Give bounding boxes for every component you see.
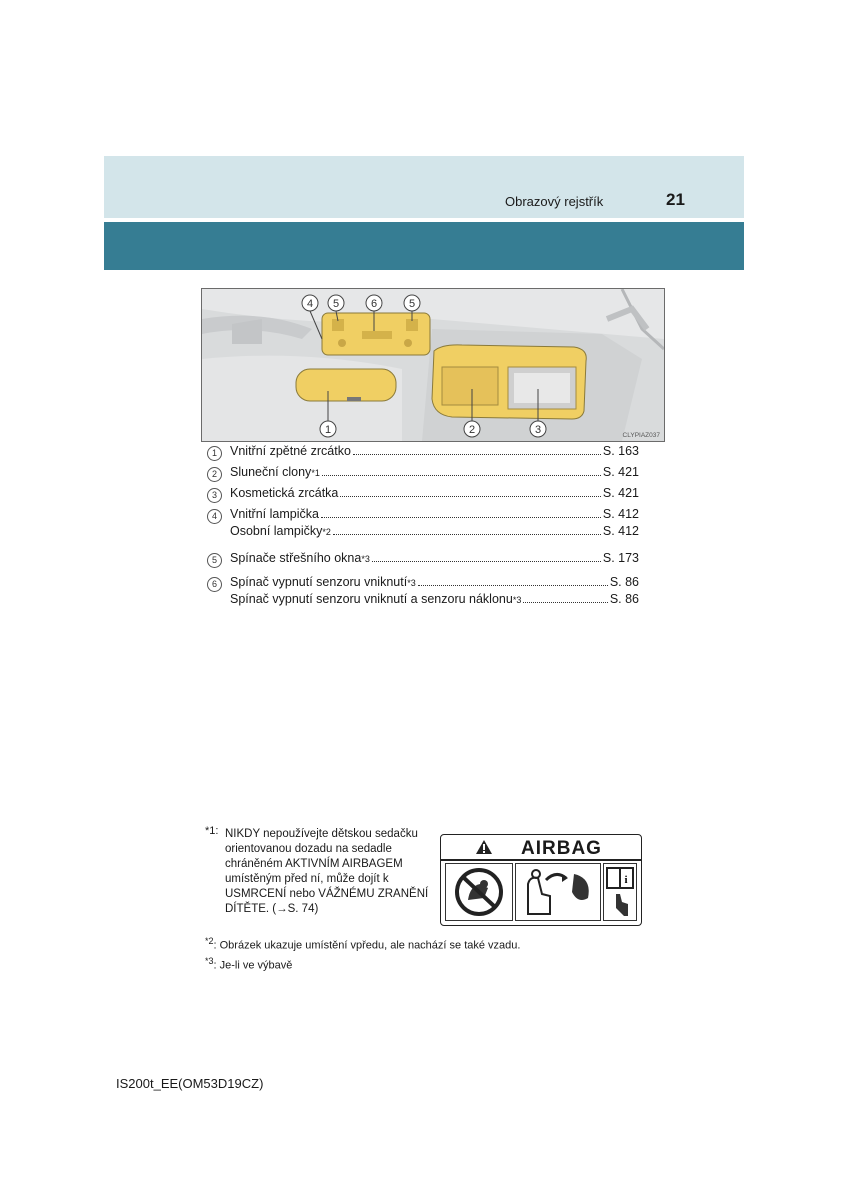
callout-5a: 5 bbox=[332, 298, 340, 310]
interior-illustration bbox=[201, 288, 665, 442]
teal-bar bbox=[104, 222, 744, 270]
warning-triangle-icon bbox=[475, 839, 493, 855]
legend-number: 4 bbox=[207, 509, 222, 524]
footnote-ref: *1 bbox=[311, 468, 320, 478]
legend-label: Vnitřní lampička bbox=[230, 507, 319, 521]
legend-item bbox=[207, 575, 639, 619]
legend-page-link[interactable]: S. 163 bbox=[602, 444, 639, 458]
legend-label: Vnitřní zpětné zrcátko bbox=[230, 444, 351, 458]
legend-label: Spínač vypnutí senzoru vniknutí bbox=[230, 575, 408, 589]
dot-leader bbox=[340, 496, 600, 497]
dot-leader bbox=[321, 517, 601, 518]
dot-leader bbox=[353, 454, 601, 455]
dot-leader bbox=[322, 475, 601, 476]
legend-label: Osobní lampičky bbox=[230, 524, 323, 538]
no-child-seat-icon bbox=[445, 863, 513, 921]
footnote-text: : Je-li ve výbavě bbox=[213, 959, 293, 972]
legend-label: Spínač vypnutí senzoru vniknutí a senzoru náklonu bbox=[230, 592, 513, 606]
legend-label: Kosmetická zrcátka bbox=[230, 486, 339, 500]
airbag-deploy-icon bbox=[515, 863, 601, 921]
callout-1: 1 bbox=[324, 424, 332, 436]
airbag-warning-label bbox=[440, 834, 642, 926]
footnote-mark: *3 bbox=[205, 956, 214, 966]
legend-label: Sluneční clony bbox=[230, 465, 312, 479]
page-number: 21 bbox=[666, 190, 685, 209]
callout-3: 3 bbox=[534, 424, 542, 436]
footnote-mark: *1: bbox=[205, 825, 219, 837]
callout-5b: 5 bbox=[408, 298, 416, 310]
callout-6: 6 bbox=[370, 298, 378, 310]
footnote-text: NIKDY nepoužívejte dětskou sedačku orientovanou dozadu na sedadle chráněném AKTIVNÍM AIRBAGEM umístěným před ní, může dojít k USMRCENÍ nebo VÁŽNÉMU ZRANĚNÍ DÍTĚTE. (→S. 74) bbox=[225, 828, 429, 915]
legend-number: 5 bbox=[207, 553, 222, 568]
footnote-ref: *3 bbox=[361, 554, 370, 564]
legend-page-link[interactable]: S. 421 bbox=[602, 486, 639, 500]
legend-item bbox=[207, 551, 639, 575]
legend-page-link[interactable]: S. 173 bbox=[602, 551, 639, 565]
legend-item bbox=[207, 444, 639, 465]
dot-leader bbox=[372, 561, 601, 562]
document-code: IS200t_EE(OM53D19CZ) bbox=[116, 1076, 264, 1091]
footnote-3 bbox=[205, 956, 292, 972]
dot-leader bbox=[418, 585, 608, 586]
legend-item bbox=[207, 507, 639, 551]
airbag-text: AIRBAG bbox=[521, 838, 602, 859]
callout-2: 2 bbox=[468, 424, 476, 436]
legend-page-link[interactable]: S. 86 bbox=[609, 575, 639, 589]
svg-text:i: i bbox=[624, 874, 628, 886]
header-band bbox=[104, 156, 744, 218]
footnote-ref: *3 bbox=[512, 595, 522, 605]
legend-list bbox=[207, 444, 639, 619]
legend-page-link[interactable]: S. 412 bbox=[602, 507, 639, 521]
legend-page-link[interactable]: S. 421 bbox=[602, 465, 639, 479]
footnote-mark: *2 bbox=[205, 936, 214, 946]
legend-number: 3 bbox=[207, 488, 222, 503]
callout-4: 4 bbox=[306, 298, 314, 310]
legend-number: 1 bbox=[207, 446, 222, 461]
legend-item bbox=[207, 465, 639, 486]
figure-code: CLYPIAZ037 bbox=[622, 432, 660, 439]
legend-item bbox=[207, 486, 639, 507]
legend-page-link[interactable]: S. 86 bbox=[609, 592, 639, 606]
legend-number: 6 bbox=[207, 577, 222, 592]
footnote-1 bbox=[205, 827, 435, 917]
dot-leader bbox=[523, 602, 607, 603]
dot-leader bbox=[333, 534, 601, 535]
read-manual-icon bbox=[603, 863, 637, 921]
legend-label: Spínače střešního okna bbox=[230, 551, 362, 565]
legend-number: 2 bbox=[207, 467, 222, 482]
footnote-text: : Obrázek ukazuje umístění vpředu, ale nachází se také vzadu. bbox=[213, 939, 521, 952]
footnote-ref: *2 bbox=[322, 527, 331, 537]
legend-page-link[interactable]: S. 412 bbox=[602, 524, 639, 538]
footnote-2 bbox=[205, 936, 520, 952]
footnote-ref: *3 bbox=[407, 578, 416, 588]
section-title: Obrazový rejstřík bbox=[505, 194, 604, 209]
rearview-mirror-shape bbox=[296, 369, 396, 401]
